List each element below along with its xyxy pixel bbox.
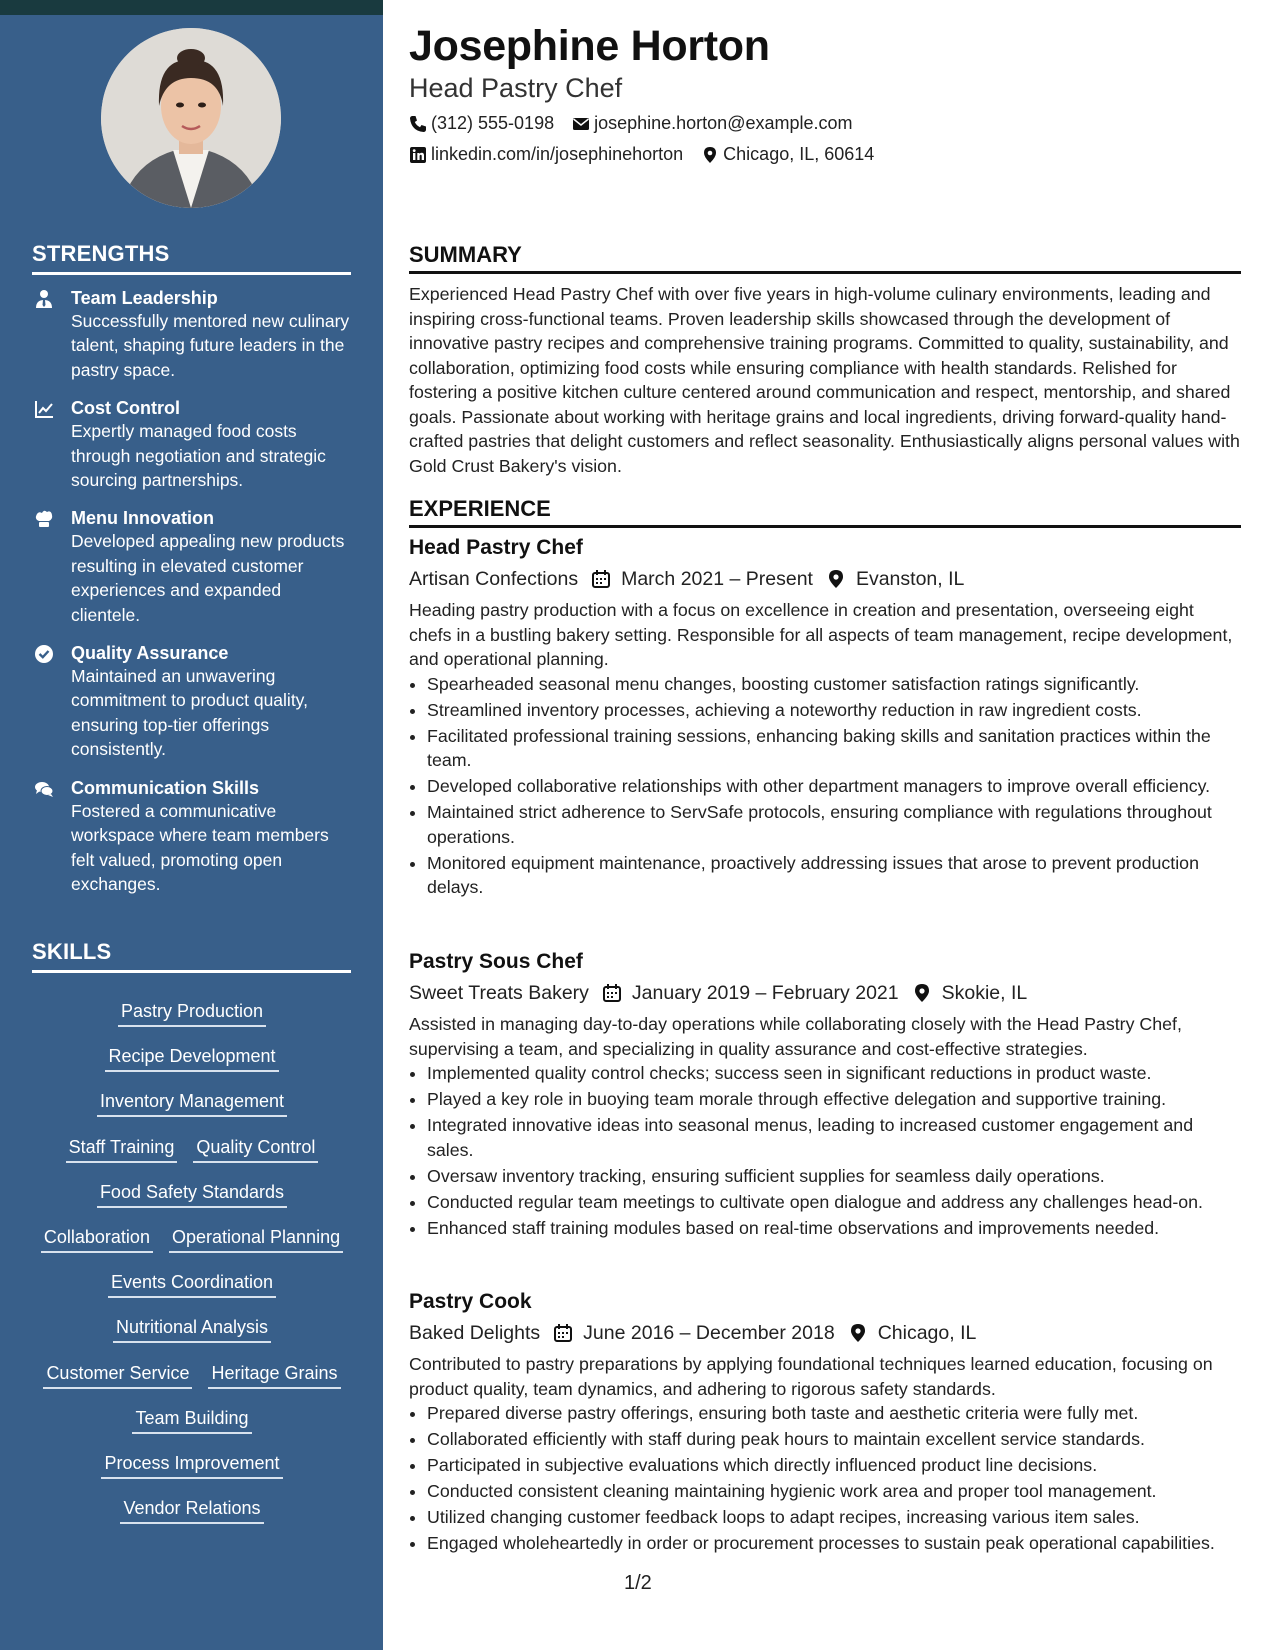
summary-heading: SUMMARY (409, 242, 1241, 274)
skill-tag: Events Coordination (108, 1270, 276, 1298)
strength-title: Communication Skills (71, 777, 260, 798)
job-bullets (409, 1061, 1241, 1240)
skill-tag: Inventory Management (97, 1089, 287, 1117)
phone-item[interactable] (409, 113, 554, 134)
linkedin-item[interactable] (409, 144, 683, 165)
job-location: Chicago, IL (877, 1322, 977, 1344)
email-item[interactable] (572, 113, 852, 134)
job-dates: March 2021 – Present (621, 568, 813, 590)
strength-description: Maintained an unwavering commitment to product quality, ensuring top-tier offerings consistently. (71, 666, 308, 760)
comments-icon (34, 779, 54, 799)
candidate-name: Josephine Horton (409, 22, 770, 70)
job-location: Evanston, IL (855, 568, 965, 590)
job-bullet: • Spearheaded seasonal menu changes, boosting customer satisfaction ratings significantly. (427, 672, 1241, 697)
candidate-title: Head Pastry Chef (409, 73, 623, 103)
job-bullet: • Participated in subjective evaluations which directly influenced product line decisions. (427, 1453, 1241, 1478)
profile-photo (101, 28, 281, 208)
job-bullet: • Engaged wholeheartedly in order or procurement processes to sustain peak operational capabilities. (427, 1531, 1241, 1556)
sidebar (0, 15, 383, 1650)
job-bullet: • Enhanced staff training modules based on real-time observations and improvements needed. (427, 1216, 1241, 1241)
strength-item (32, 777, 352, 897)
job-bullet: • Conducted consistent cleaning maintaining hygienic work area and proper tool management. (427, 1479, 1241, 1504)
map-pin-icon (826, 569, 846, 589)
job-bullet: • Integrated innovative ideas into seasonal menus, leading to increased customer engagement and sales. (427, 1113, 1241, 1162)
job-bullet: • Utilized changing customer feedback loops to adapt recipes, increasing various item sales. (427, 1505, 1241, 1530)
strength-description: Fostered a communicative workspace where team members felt valued, promoting open exchanges. (71, 800, 329, 894)
chef-hat-icon (34, 509, 54, 529)
strength-title: Quality Assurance (71, 643, 229, 664)
job-bullet: • Developed collaborative relationships with other department managers to improve overall efficiency. (427, 774, 1241, 799)
strength-item (32, 642, 352, 762)
skill-tag: Quality Control (193, 1135, 318, 1163)
job-title: Pastry Sous Chef (409, 950, 583, 973)
job-bullet: • Conducted regular team meetings to cultivate open dialogue and address any challenges head-on. (427, 1190, 1241, 1215)
job-location: Skokie, IL (941, 982, 1028, 1004)
job-description: Contributed to pastry preparations by applying foundational techniques learned education, focusing on product quality, team dynamics, and adhering to rigorous safety standards. (409, 1354, 1213, 1399)
strength-description: Expertly managed food costs through negotiation and strategic sourcing partnerships. (71, 421, 326, 491)
strengths-list (32, 287, 352, 911)
job-bullet: • Facilitated professional training sessions, enhancing baking skills and sanitation practices within the team. (427, 724, 1241, 773)
job-bullet: • Monitored equipment maintenance, proactively addressing issues that arose to prevent production delays. (427, 851, 1241, 900)
check-circle-icon (34, 644, 54, 664)
job-title: Head Pastry Chef (409, 536, 583, 559)
skill-tag: Team Building (132, 1406, 251, 1434)
calendar-icon (602, 983, 622, 1003)
contact-row (409, 113, 853, 134)
summary-text: Experienced Head Pastry Chef with over five years in high-volume culinary environments, leading and inspiring cross-functional teams. Proven leadership skills showcased through the development of innovative pastry recipes and comprehensive training programs. Committed to quality, sustainability, and collaboration, optimizing food costs while ensuring compliance with health standards. Relished for fostering a positive kitchen culture centered around communication and respect, mentorship, and shared goals. Passionate about working with heritage grains and local ingredients, driving forward-quality hand-crafted pastries that delight customers and reflect seasonality. Enthusiastically aligns personal values with Gold Crust Bakery's vision. (409, 284, 1240, 476)
location-text: Chicago, IL, 60614 (723, 144, 875, 164)
job-entry (409, 534, 1241, 902)
calendar-icon (553, 1323, 573, 1343)
map-pin-icon (701, 146, 719, 164)
job-bullet: • Prepared diverse pastry offerings, ensuring both taste and aesthetic criteria were fully met. (427, 1401, 1241, 1426)
skills-heading: SKILLS (32, 939, 351, 973)
skill-tag: Food Safety Standards (97, 1180, 287, 1208)
job-entry (409, 1288, 1241, 1558)
map-pin-icon (848, 1323, 868, 1343)
page-number: 1/2 (624, 1572, 652, 1594)
map-pin-icon (912, 983, 932, 1003)
job-bullet: • Streamlined inventory processes, achieving a noteworthy reduction in raw ingredient costs. (427, 698, 1241, 723)
company-name: Sweet Treats Bakery (409, 982, 589, 1004)
skill-tag: Collaboration (41, 1225, 153, 1253)
job-bullets (409, 672, 1241, 900)
job-dates: June 2016 – December 2018 (583, 1322, 835, 1344)
strength-title: Team Leadership (71, 288, 218, 308)
strength-item (32, 287, 352, 382)
envelope-icon (572, 115, 590, 133)
job-entry (409, 948, 1241, 1242)
strengths-heading: STRENGTHS (32, 241, 351, 275)
job-bullet: • Implemented quality control checks; success seen in significant reductions in product waste. (427, 1061, 1241, 1086)
calendar-icon (591, 569, 611, 589)
phone-text: (312) 555-0198 (431, 113, 555, 133)
strength-title: Cost Control (71, 398, 180, 419)
job-bullet: • Oversaw inventory tracking, ensuring sufficient supplies for seamless daily operations. (427, 1164, 1241, 1189)
user-tie-icon (34, 289, 54, 309)
contact-row (409, 144, 874, 165)
skill-tag: Heritage Grains (208, 1361, 340, 1389)
strength-title: Menu Innovation (71, 508, 214, 529)
sidebar-top-band (0, 0, 383, 15)
linkedin-icon (409, 146, 427, 164)
experience-heading: EXPERIENCE (409, 496, 1241, 528)
job-title: Pastry Cook (409, 1290, 532, 1313)
skill-tag: Operational Planning (169, 1225, 343, 1253)
strength-item (32, 397, 352, 492)
job-bullet: • Collaborated efficiently with staff during peak hours to maintain excellent service standards. (427, 1427, 1241, 1452)
strength-description: Developed appealing new products resulting in elevated customer experiences and expanded clientele. (71, 531, 345, 625)
skill-tag: Nutritional Analysis (113, 1315, 271, 1343)
chart-line-icon (34, 399, 54, 419)
company-name: Artisan Confections (409, 568, 579, 590)
linkedin-link: linkedin.com/in/josephinehorton (431, 144, 684, 164)
job-bullet: • Maintained strict adherence to ServSafe protocols, ensuring compliance with regulations throughout operations. (427, 800, 1241, 849)
skill-tag: Pastry Production (118, 999, 266, 1027)
skill-tag: Staff Training (66, 1135, 178, 1163)
strength-description: Successfully mentored new culinary talent, shaping future leaders in the pastry space. (71, 311, 350, 380)
job-dates: January 2019 – February 2021 (631, 982, 899, 1004)
job-bullet: • Played a key role in buoying team morale through effective delegation and supportive training. (427, 1087, 1241, 1112)
skills-list (32, 999, 352, 1541)
skill-tag: Vendor Relations (120, 1496, 263, 1524)
skill-tag: Process Improvement (101, 1451, 282, 1479)
strength-item (32, 507, 352, 627)
job-description: Assisted in managing day-to-day operations while collaborating closely with the Head Pastry Chef, supervising a team, and specializing in quality assurance and cost-effective strategies. (409, 1014, 1182, 1059)
job-description: Heading pastry production with a focus on excellence in creation and presentation, overseeing eight chefs in a bustling bakery setting. Responsible for all aspects of team management, recipe development, and operational planning. (409, 600, 1233, 669)
skill-tag: Recipe Development (105, 1044, 278, 1072)
job-bullets (409, 1401, 1241, 1556)
email-link: josephine.horton@example.com (594, 113, 853, 133)
skill-tag: Customer Service (43, 1361, 192, 1389)
phone-icon (409, 115, 427, 133)
company-name: Baked Delights (409, 1322, 541, 1344)
location-item (701, 144, 874, 165)
